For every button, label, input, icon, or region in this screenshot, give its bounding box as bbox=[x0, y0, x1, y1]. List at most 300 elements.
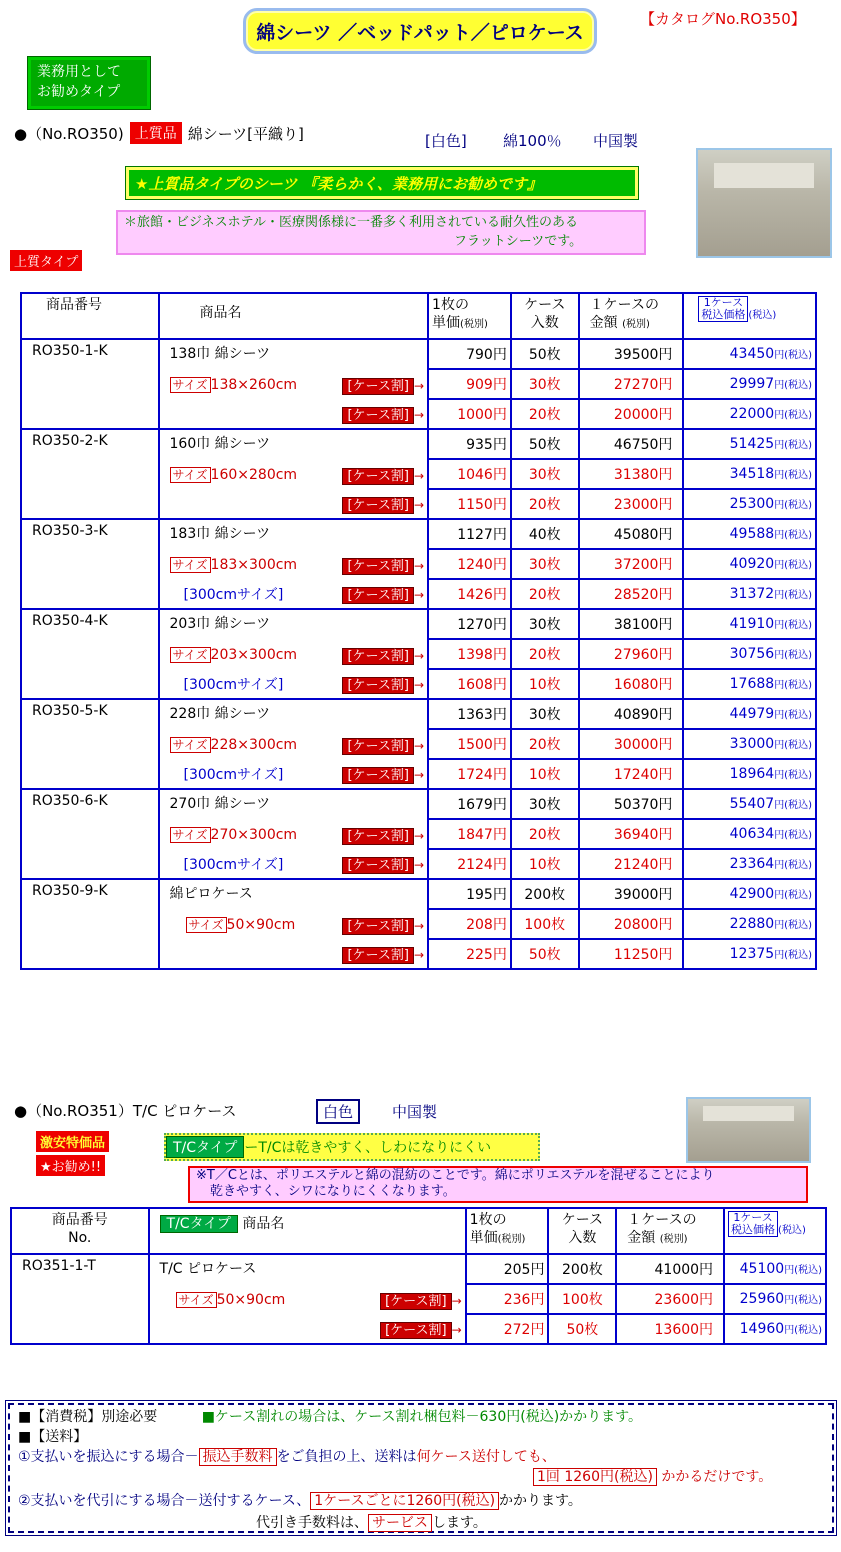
yen-unit: 円 bbox=[492, 497, 507, 513]
case-split-row bbox=[170, 735, 425, 754]
taxin-unit: 円(税込) bbox=[774, 410, 812, 421]
case-total-cell bbox=[616, 1284, 724, 1314]
taxin-unit: 円(税込) bbox=[774, 800, 812, 811]
yen-unit: 円 bbox=[492, 857, 507, 873]
taxin-unit: 円(税込) bbox=[774, 680, 812, 691]
yen-unit: 円 bbox=[530, 1292, 545, 1308]
unit-price-cell bbox=[428, 339, 511, 369]
product-code-cell bbox=[21, 909, 159, 939]
case-qty-cell bbox=[511, 519, 579, 549]
taxin-price: 33000 bbox=[729, 736, 775, 752]
taxin-price-cell bbox=[683, 519, 816, 549]
taxin-price: 22000 bbox=[729, 406, 775, 422]
table-row bbox=[21, 519, 816, 549]
yen-unit: 円 bbox=[658, 647, 673, 663]
yen-unit: 円 bbox=[658, 557, 673, 573]
taxin-price: 14960 bbox=[739, 1321, 785, 1337]
product-code-cell bbox=[21, 759, 159, 789]
yen-unit: 円 bbox=[658, 587, 673, 603]
case-qty: 30枚 bbox=[528, 707, 561, 723]
size-text: 160×280cm bbox=[210, 466, 298, 483]
t2-case-qty-l2: 入数 bbox=[568, 1230, 597, 1246]
case-total: 20800 bbox=[613, 917, 659, 933]
product1-heading bbox=[14, 122, 304, 144]
yen-unit: 円 bbox=[492, 827, 507, 843]
case-total-cell bbox=[579, 879, 684, 909]
taxin-price: 12375 bbox=[729, 946, 775, 962]
case-split-tag: [ケース割] bbox=[380, 1293, 452, 1310]
case-split-tag: [ケース割] bbox=[342, 738, 414, 755]
size-tag: サイズ bbox=[186, 917, 227, 933]
product-name-cell bbox=[149, 1284, 466, 1314]
product1-code: ●（No.RO350) bbox=[14, 124, 124, 143]
case-split-tag-wrap bbox=[342, 645, 424, 664]
taxin-price: 22880 bbox=[729, 916, 775, 932]
case-qty: 50枚 bbox=[566, 1322, 599, 1338]
arrow-icon: → bbox=[413, 678, 425, 692]
product-code-cell bbox=[21, 879, 159, 909]
yen-unit: 円 bbox=[658, 407, 673, 423]
case-total: 50370 bbox=[613, 797, 659, 813]
case-total-cell bbox=[579, 789, 684, 819]
taxin-price: 42900 bbox=[729, 886, 775, 902]
table-row bbox=[21, 879, 816, 909]
sheet-product-photo bbox=[696, 148, 832, 258]
product-code-cell bbox=[21, 669, 159, 699]
case-total-cell bbox=[616, 1254, 724, 1284]
taxin-price: 49588 bbox=[729, 526, 775, 542]
product-code: RO350-9-K bbox=[32, 883, 108, 899]
t2-col-case-qty-header bbox=[548, 1208, 616, 1254]
yen-unit: 円 bbox=[492, 617, 507, 633]
case-total: 27270 bbox=[613, 377, 659, 393]
table-row bbox=[21, 429, 816, 459]
bargain-tag: 激安特価品 bbox=[36, 1131, 109, 1152]
case-split-tag: [ケース割] bbox=[342, 828, 414, 845]
page-title: 綿シーツ ／ベッドパット／ピロケース bbox=[256, 21, 584, 44]
case-qty-cell bbox=[511, 459, 579, 489]
case-split-tag-wrap bbox=[342, 825, 424, 844]
size-spec bbox=[170, 376, 298, 393]
quality-type-ribbon: 上質タイプ bbox=[10, 250, 82, 271]
product-name-cell bbox=[159, 609, 429, 639]
unit-price-tax-note: (税別) bbox=[460, 319, 488, 330]
taxin-price: 43450 bbox=[729, 346, 775, 362]
transfer-payment-line bbox=[18, 1447, 824, 1467]
taxin-unit: 円(税込) bbox=[774, 590, 812, 601]
case-qty: 30枚 bbox=[528, 617, 561, 633]
case-total: 39500 bbox=[613, 347, 659, 363]
taxin-price-cell bbox=[683, 489, 816, 519]
table-row bbox=[11, 1284, 826, 1314]
product2-color: 白色 bbox=[316, 1099, 360, 1124]
size-note: [300cmサイズ] bbox=[183, 586, 284, 603]
case-qty: 40枚 bbox=[528, 527, 561, 543]
table-header-row bbox=[21, 293, 816, 339]
case-total-cell bbox=[579, 909, 684, 939]
case-qty: 20枚 bbox=[528, 407, 561, 423]
table-row bbox=[21, 789, 816, 819]
product-name-cell bbox=[159, 699, 429, 729]
t2-col-taxin-header bbox=[724, 1208, 826, 1254]
case-total: 40890 bbox=[613, 707, 659, 723]
transfer-text-b: をご負担の上、送料は bbox=[276, 1449, 417, 1465]
unit-price-cell bbox=[428, 939, 511, 969]
unit-price: 1240 bbox=[457, 557, 493, 573]
case-split-tag-wrap bbox=[380, 1290, 462, 1309]
case-total-cell bbox=[579, 759, 684, 789]
arrow-icon: → bbox=[451, 1323, 462, 1337]
case-price-header-l2: 金額 bbox=[589, 315, 618, 331]
yen-unit: 円 bbox=[658, 707, 673, 723]
case-total: 20000 bbox=[613, 407, 659, 423]
cod-fee-service: サービス bbox=[368, 1514, 432, 1532]
taxin-price-cell bbox=[683, 459, 816, 489]
payment-shipping-notes bbox=[8, 1403, 834, 1533]
case-split-row bbox=[160, 1319, 462, 1338]
unit-price-cell bbox=[428, 819, 511, 849]
taxin-price-cell bbox=[683, 939, 816, 969]
price-table-rn350 bbox=[20, 292, 817, 970]
product-code: RO350-6-K bbox=[32, 793, 108, 809]
unit-price: 1127 bbox=[457, 527, 493, 543]
case-split-row bbox=[170, 854, 425, 874]
yen-unit: 円 bbox=[492, 707, 507, 723]
taxin-unit: 円(税込) bbox=[774, 500, 812, 511]
product2-origin: 中国製 bbox=[392, 1103, 438, 1121]
yen-unit: 円 bbox=[492, 377, 507, 393]
case-total-cell bbox=[579, 669, 684, 699]
product2-desc-line2: 乾きやすく、シワになりにくくなります。 bbox=[210, 1184, 456, 1199]
taxin-unit: 円(税込) bbox=[774, 740, 812, 751]
transfer-text-d: かかるだけです。 bbox=[661, 1469, 773, 1485]
case-split-row bbox=[170, 494, 425, 513]
case-split-tag: [ケース割] bbox=[342, 468, 414, 485]
table-row bbox=[21, 369, 816, 399]
product2-heading bbox=[14, 1100, 237, 1121]
unit-price: 272 bbox=[503, 1322, 531, 1338]
taxin-unit: 円(税込) bbox=[774, 650, 812, 661]
t2-case-price-l2: 金額 bbox=[627, 1230, 656, 1246]
case-split-row bbox=[170, 764, 425, 784]
yen-unit: 円 bbox=[492, 887, 507, 903]
product-code-cell bbox=[21, 789, 159, 819]
table-row bbox=[21, 399, 816, 429]
case-total-cell bbox=[579, 489, 684, 519]
case-total: 30000 bbox=[613, 737, 659, 753]
taxin-price-cell bbox=[683, 549, 816, 579]
taxin-price: 25300 bbox=[729, 496, 775, 512]
case-qty-cell bbox=[511, 369, 579, 399]
case-qty-header-l1: ケース bbox=[524, 297, 566, 313]
case-split-row bbox=[160, 1290, 462, 1309]
case-total: 27960 bbox=[613, 647, 659, 663]
case-qty: 10枚 bbox=[528, 677, 561, 693]
case-split-tag-wrap bbox=[342, 555, 424, 574]
size-spec bbox=[170, 916, 296, 933]
product1-description bbox=[116, 210, 646, 255]
table-row bbox=[21, 699, 816, 729]
unit-price-cell bbox=[428, 879, 511, 909]
case-qty: 20枚 bbox=[528, 647, 561, 663]
unit-price: 1426 bbox=[457, 587, 493, 603]
product-name: 綿ピロケース bbox=[169, 886, 253, 902]
unit-price-cell bbox=[428, 489, 511, 519]
table-row bbox=[21, 489, 816, 519]
yen-unit: 円 bbox=[658, 437, 673, 453]
product1-color: [白色] bbox=[425, 132, 467, 150]
yen-unit: 円 bbox=[492, 947, 507, 963]
t2-col-name-header bbox=[149, 1208, 466, 1254]
product-code-cell bbox=[21, 849, 159, 879]
product-name: 160巾 綿シーツ bbox=[169, 436, 271, 452]
tc-type-tag: T/Cタイプ bbox=[166, 1136, 244, 1158]
yen-unit: 円 bbox=[658, 737, 673, 753]
size-text: 50×90cm bbox=[216, 1291, 286, 1308]
size-spec bbox=[170, 826, 298, 843]
unit-price-cell bbox=[428, 909, 511, 939]
case-split-row bbox=[170, 645, 425, 664]
arrow-icon: → bbox=[413, 408, 425, 422]
case-qty-cell bbox=[511, 789, 579, 819]
case-total: 39000 bbox=[613, 887, 659, 903]
case-price-header-l1: １ケースの bbox=[589, 297, 659, 313]
case-split-tag: [ケース割] bbox=[342, 767, 414, 784]
tc-type-banner bbox=[164, 1133, 540, 1161]
product-name-cell bbox=[159, 849, 429, 879]
taxin-price-cell bbox=[683, 399, 816, 429]
table-row bbox=[21, 669, 816, 699]
taxin-unit: 円(税込) bbox=[784, 1295, 822, 1306]
product-code-cell bbox=[21, 639, 159, 669]
taxin-unit: 円(税込) bbox=[774, 830, 812, 841]
table-row bbox=[21, 579, 816, 609]
taxin-unit: 円(税込) bbox=[774, 920, 812, 931]
product-name-cell bbox=[149, 1314, 466, 1344]
yen-unit: 円 bbox=[658, 947, 673, 963]
product-code: RO350-2-K bbox=[32, 433, 108, 449]
t2-taxin-suffix: (税込) bbox=[778, 1225, 806, 1236]
taxin-price: 31372 bbox=[729, 586, 775, 602]
unit-price-cell bbox=[428, 609, 511, 639]
product-code-cell bbox=[21, 489, 159, 519]
product1-quality-tag: 上質品 bbox=[130, 122, 182, 144]
product-name: 183巾 綿シーツ bbox=[169, 526, 271, 542]
case-split-tag: [ケース割] bbox=[342, 378, 414, 395]
case-split-tag: [ケース割] bbox=[380, 1322, 452, 1339]
taxin-price: 41910 bbox=[729, 616, 775, 632]
cod-fee-text-b: します。 bbox=[432, 1515, 487, 1531]
product-code: RO350-4-K bbox=[32, 613, 108, 629]
case-split-tag: [ケース割] bbox=[342, 947, 414, 964]
unit-price: 1398 bbox=[457, 647, 493, 663]
taxin-price-cell bbox=[683, 579, 816, 609]
unit-price: 1150 bbox=[457, 497, 493, 513]
case-total: 11250 bbox=[613, 947, 659, 963]
case-qty: 50枚 bbox=[528, 347, 561, 363]
case-split-fee-note: ■ケース割れの場合は、ケース割れ梱包料－630円(税込)かかります。 bbox=[201, 1409, 643, 1425]
t2-tc-type-tag: T/Cタイプ bbox=[160, 1215, 238, 1233]
case-total: 21240 bbox=[613, 857, 659, 873]
shipping-label: ■【送料】 bbox=[18, 1429, 88, 1445]
arrow-icon: → bbox=[451, 1293, 462, 1308]
unit-price-cell bbox=[466, 1284, 549, 1314]
unit-price-header-l2: 単価 bbox=[432, 315, 461, 331]
case-split-tag-wrap bbox=[342, 375, 424, 394]
col-taxin-header bbox=[683, 293, 816, 339]
taxin-price-cell bbox=[683, 819, 816, 849]
product-name-cell bbox=[159, 939, 429, 969]
taxin-price: 40920 bbox=[729, 556, 775, 572]
unit-price-cell bbox=[428, 789, 511, 819]
taxin-unit: 円(税込) bbox=[774, 710, 812, 721]
case-qty: 50枚 bbox=[528, 947, 561, 963]
case-split-tag: [ケース割] bbox=[342, 918, 414, 935]
size-spec bbox=[160, 1291, 286, 1308]
transfer-shipping-line bbox=[18, 1467, 824, 1487]
case-split-row bbox=[170, 465, 425, 484]
yen-unit: 円 bbox=[492, 677, 507, 693]
yen-unit: 円 bbox=[492, 437, 507, 453]
product-code-cell bbox=[21, 939, 159, 969]
product-name: 270巾 綿シーツ bbox=[169, 796, 271, 812]
taxin-price: 29997 bbox=[729, 376, 775, 392]
case-total: 38100 bbox=[613, 617, 659, 633]
size-text: 270×300cm bbox=[210, 826, 298, 843]
case-qty: 20枚 bbox=[528, 827, 561, 843]
taxin-unit: 円(税込) bbox=[774, 620, 812, 631]
case-total-cell bbox=[579, 939, 684, 969]
arrow-icon: → bbox=[413, 948, 425, 962]
case-total: 45080 bbox=[613, 527, 659, 543]
table-row bbox=[21, 549, 816, 579]
page-title-banner bbox=[243, 8, 597, 54]
case-qty-cell bbox=[511, 669, 579, 699]
case-total: 46750 bbox=[613, 437, 659, 453]
case-total-cell bbox=[579, 519, 684, 549]
yen-unit: 円 bbox=[658, 827, 673, 843]
t2-code-header-l1: 商品番号 bbox=[51, 1212, 108, 1228]
product-code-cell bbox=[21, 549, 159, 579]
case-qty-cell bbox=[511, 819, 579, 849]
table-row bbox=[21, 819, 816, 849]
table-row bbox=[21, 909, 816, 939]
business-use-badge: 業務用として お勧めタイプ bbox=[28, 57, 150, 109]
unit-price-cell bbox=[428, 699, 511, 729]
case-total: 28520 bbox=[613, 587, 659, 603]
unit-price-cell bbox=[466, 1254, 549, 1284]
taxin-price: 34518 bbox=[729, 466, 775, 482]
unit-price-cell bbox=[428, 399, 511, 429]
case-total-cell bbox=[579, 399, 684, 429]
case-total-cell bbox=[579, 429, 684, 459]
product1-material: 綿100％ bbox=[503, 132, 562, 150]
col-name-header: 商品名 bbox=[159, 293, 429, 339]
arrow-icon: → bbox=[413, 858, 425, 872]
col-unit-price-header bbox=[428, 293, 511, 339]
case-qty-cell bbox=[511, 729, 579, 759]
size-spec bbox=[170, 736, 298, 753]
price-table-rn351 bbox=[10, 1207, 827, 1345]
product-code-cell bbox=[11, 1254, 149, 1284]
col-code-header: 商品番号 bbox=[21, 293, 159, 339]
product-code: RO351-1-T bbox=[22, 1258, 96, 1274]
yen-unit: 円 bbox=[492, 767, 507, 783]
taxin-price-cell bbox=[683, 879, 816, 909]
product-name-cell bbox=[159, 759, 429, 789]
product-code: RO350-3-K bbox=[32, 523, 108, 539]
case-total: 37200 bbox=[613, 557, 659, 573]
taxin-price-cell bbox=[683, 669, 816, 699]
unit-price-cell bbox=[428, 729, 511, 759]
t2-taxin-header-box: 1ケース 税込価格 bbox=[728, 1211, 778, 1237]
taxin-price-cell bbox=[683, 639, 816, 669]
case-qty-cell bbox=[511, 399, 579, 429]
table-row bbox=[21, 339, 816, 369]
unit-price-cell bbox=[428, 639, 511, 669]
taxin-unit: 円(税込) bbox=[774, 350, 812, 361]
case-total: 23000 bbox=[613, 497, 659, 513]
yen-unit: 円 bbox=[492, 557, 507, 573]
case-split-row bbox=[170, 825, 425, 844]
arrow-icon: → bbox=[413, 588, 425, 602]
taxin-price-cell bbox=[724, 1284, 826, 1314]
arrow-icon: → bbox=[413, 378, 425, 393]
case-qty-cell bbox=[511, 639, 579, 669]
product-name-cell bbox=[159, 489, 429, 519]
case-qty: 30枚 bbox=[528, 377, 561, 393]
cod-text-b: かかります。 bbox=[499, 1493, 582, 1509]
arrow-icon: → bbox=[413, 768, 425, 782]
table2-header-row bbox=[11, 1208, 826, 1254]
yen-unit: 円 bbox=[658, 497, 673, 513]
unit-price-cell bbox=[428, 459, 511, 489]
taxin-price-cell bbox=[683, 609, 816, 639]
col-case-qty-header bbox=[511, 293, 579, 339]
table-row bbox=[21, 609, 816, 639]
size-note: [300cmサイズ] bbox=[183, 676, 284, 693]
table-row bbox=[21, 639, 816, 669]
size-note: [300cmサイズ] bbox=[183, 856, 284, 873]
case-split-tag: [ケース割] bbox=[342, 558, 414, 575]
unit-price-cell bbox=[428, 669, 511, 699]
taxin-price-cell bbox=[724, 1314, 826, 1344]
product-name-cell bbox=[159, 789, 429, 819]
case-qty-cell bbox=[511, 939, 579, 969]
case-qty-cell bbox=[511, 879, 579, 909]
taxin-price: 30756 bbox=[729, 646, 775, 662]
product-code-cell bbox=[11, 1284, 149, 1314]
case-qty-cell bbox=[548, 1314, 616, 1344]
taxin-price-cell bbox=[683, 789, 816, 819]
unit-price: 1847 bbox=[457, 827, 493, 843]
yen-unit: 円 bbox=[492, 467, 507, 483]
arrow-icon: → bbox=[413, 468, 425, 483]
t2-col-code-header bbox=[11, 1208, 149, 1254]
t2-col-case-price-header bbox=[616, 1208, 724, 1254]
size-note: [300cmサイズ] bbox=[183, 766, 284, 783]
yen-unit: 円 bbox=[492, 407, 507, 423]
taxin-unit: 円(税込) bbox=[774, 860, 812, 871]
taxin-price: 40634 bbox=[729, 826, 775, 842]
unit-price: 909 bbox=[466, 377, 493, 393]
product-name-cell bbox=[159, 549, 429, 579]
col-case-price-header bbox=[579, 293, 684, 339]
product-code-cell bbox=[21, 699, 159, 729]
table-row bbox=[11, 1314, 826, 1344]
unit-price: 236 bbox=[503, 1292, 531, 1308]
size-text: 183×300cm bbox=[210, 556, 298, 573]
